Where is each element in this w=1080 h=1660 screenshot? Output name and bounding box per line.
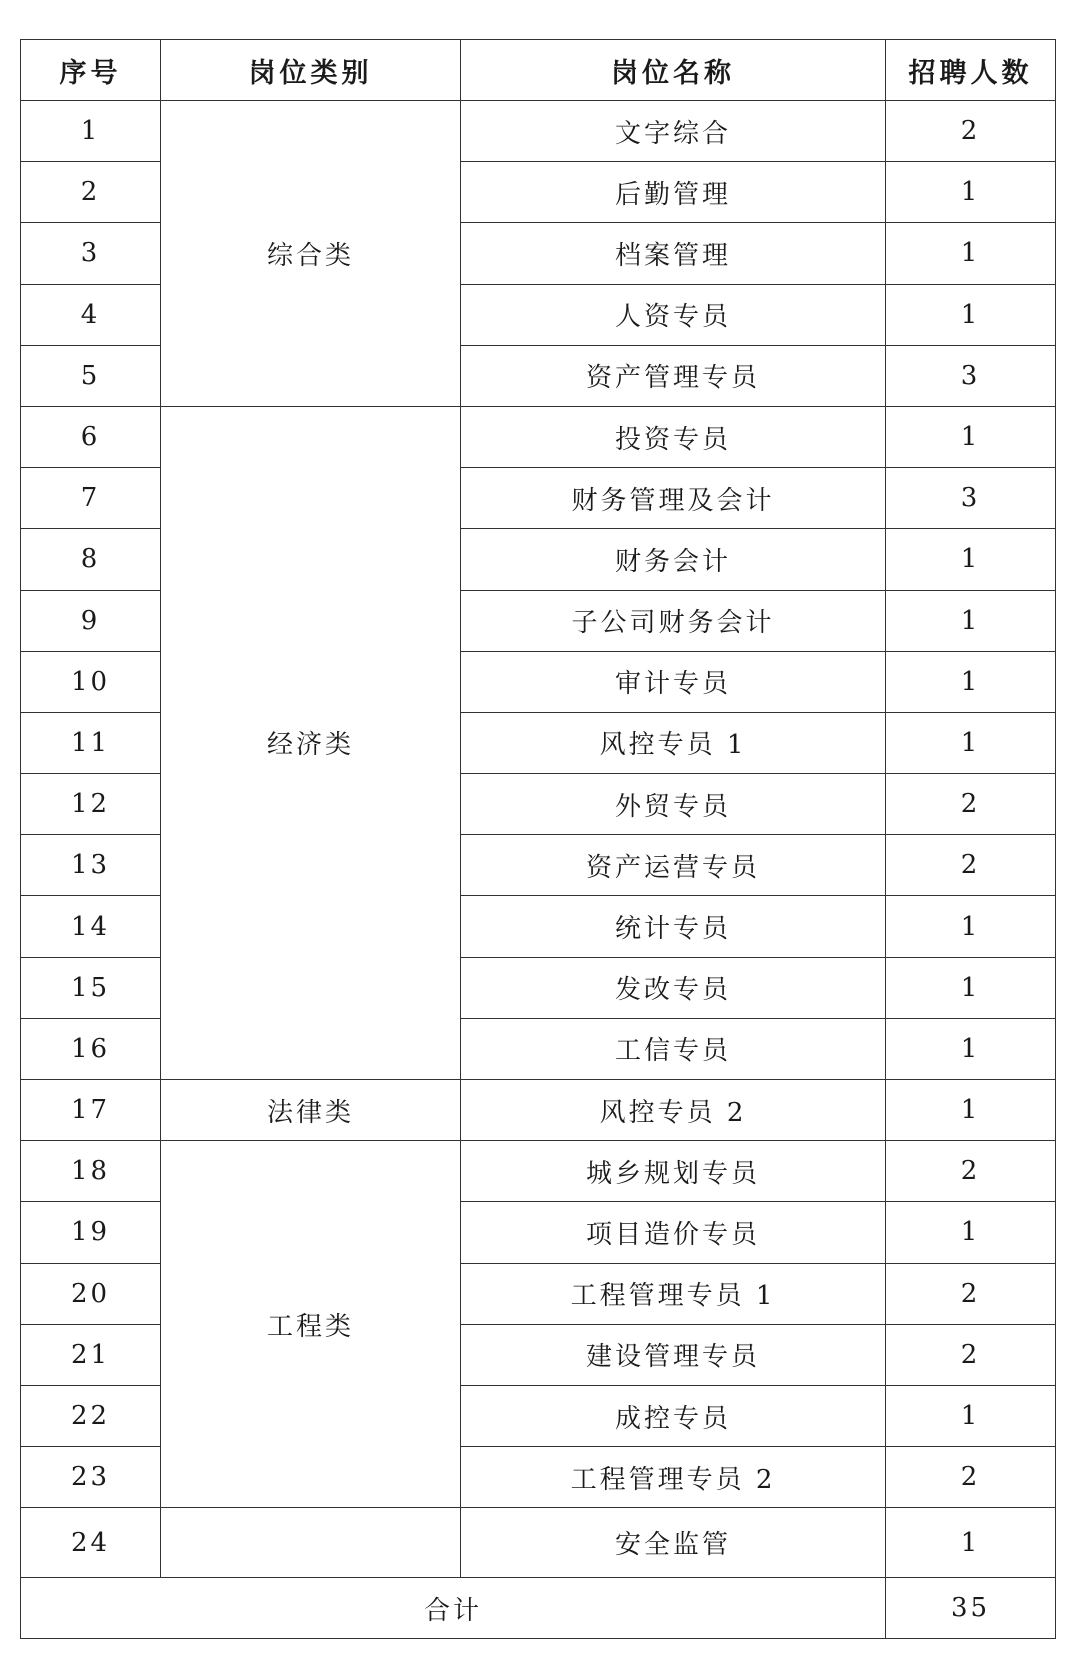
row-index: 16 [21, 1018, 161, 1079]
row-index: 22 [21, 1385, 161, 1446]
table-header-row [21, 40, 1056, 101]
row-count: 1 [886, 284, 1056, 345]
row-count: 1 [886, 957, 1056, 1018]
row-count: 2 [886, 1324, 1056, 1385]
row-category: 法律类 [161, 1080, 461, 1141]
row-index: 17 [21, 1080, 161, 1141]
row-count: 1 [886, 651, 1056, 712]
row-index: 11 [21, 712, 161, 773]
header-index: 序号 [21, 40, 161, 101]
row-category: 综合类 [161, 101, 461, 407]
row-count: 2 [886, 101, 1056, 162]
row-count: 1 [886, 1018, 1056, 1079]
row-category [161, 1508, 461, 1578]
row-index: 3 [21, 223, 161, 284]
row-count: 1 [886, 406, 1056, 467]
row-position: 风控专员 2 [461, 1080, 886, 1141]
row-index: 6 [21, 406, 161, 467]
row-position: 档案管理 [461, 223, 886, 284]
row-position: 审计专员 [461, 651, 886, 712]
row-index: 10 [21, 651, 161, 712]
row-count: 2 [886, 774, 1056, 835]
total-row [21, 1578, 1056, 1639]
row-index: 23 [21, 1447, 161, 1508]
total-count: 35 [886, 1578, 1056, 1639]
row-index: 18 [21, 1141, 161, 1202]
recruitment-table [20, 39, 1056, 1639]
row-position: 工程管理专员 2 [461, 1447, 886, 1508]
row-index: 9 [21, 590, 161, 651]
row-count: 1 [886, 162, 1056, 223]
row-position: 财务会计 [461, 529, 886, 590]
row-count: 2 [886, 1141, 1056, 1202]
row-position: 工程管理专员 1 [461, 1263, 886, 1324]
header-count: 招聘人数 [886, 40, 1056, 101]
row-position: 风控专员 1 [461, 712, 886, 773]
row-position: 建设管理专员 [461, 1324, 886, 1385]
row-index: 21 [21, 1324, 161, 1385]
row-position: 外贸专员 [461, 774, 886, 835]
row-index: 8 [21, 529, 161, 590]
row-count: 2 [886, 1447, 1056, 1508]
row-index: 2 [21, 162, 161, 223]
row-position: 工信专员 [461, 1018, 886, 1079]
table-body [21, 101, 1056, 1639]
row-count: 1 [886, 1080, 1056, 1141]
row-index: 7 [21, 468, 161, 529]
row-position: 后勤管理 [461, 162, 886, 223]
row-position: 发改专员 [461, 957, 886, 1018]
row-count: 1 [886, 896, 1056, 957]
row-index: 12 [21, 774, 161, 835]
row-index: 24 [21, 1508, 161, 1578]
row-position: 成控专员 [461, 1385, 886, 1446]
row-category: 经济类 [161, 406, 461, 1079]
table-row [21, 101, 1056, 162]
row-index: 4 [21, 284, 161, 345]
row-category: 工程类 [161, 1141, 461, 1508]
row-count: 3 [886, 345, 1056, 406]
row-position: 财务管理及会计 [461, 468, 886, 529]
row-position: 安全监管 [461, 1508, 886, 1578]
row-position: 统计专员 [461, 896, 886, 957]
row-count: 2 [886, 835, 1056, 896]
row-count: 2 [886, 1263, 1056, 1324]
table-row [21, 1508, 1056, 1578]
row-position: 投资专员 [461, 406, 886, 467]
header-category: 岗位类别 [161, 40, 461, 101]
header-position: 岗位名称 [461, 40, 886, 101]
row-position: 城乡规划专员 [461, 1141, 886, 1202]
table-row [21, 406, 1056, 467]
row-count: 1 [886, 1385, 1056, 1446]
row-count: 1 [886, 529, 1056, 590]
row-count: 1 [886, 1508, 1056, 1578]
row-index: 1 [21, 101, 161, 162]
row-index: 15 [21, 957, 161, 1018]
row-count: 1 [886, 590, 1056, 651]
table-row [21, 1080, 1056, 1141]
row-position: 资产管理专员 [461, 345, 886, 406]
row-position: 子公司财务会计 [461, 590, 886, 651]
row-count: 3 [886, 468, 1056, 529]
row-index: 19 [21, 1202, 161, 1263]
row-position: 项目造价专员 [461, 1202, 886, 1263]
row-count: 1 [886, 1202, 1056, 1263]
row-index: 14 [21, 896, 161, 957]
total-label: 合计 [21, 1578, 886, 1639]
row-count: 1 [886, 223, 1056, 284]
row-index: 5 [21, 345, 161, 406]
row-position: 文字综合 [461, 101, 886, 162]
table-row [21, 1141, 1056, 1202]
row-index: 20 [21, 1263, 161, 1324]
row-position: 资产运营专员 [461, 835, 886, 896]
row-index: 13 [21, 835, 161, 896]
row-position: 人资专员 [461, 284, 886, 345]
row-count: 1 [886, 712, 1056, 773]
